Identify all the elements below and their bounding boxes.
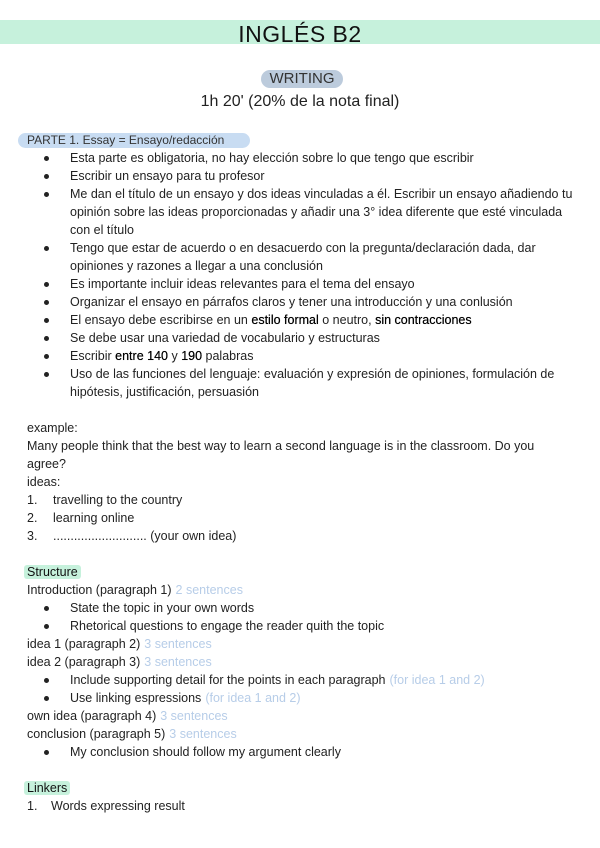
bullet-icon (44, 300, 49, 305)
bold-text: entre 140 (115, 349, 168, 363)
structure-intro: Introduction (paragraph 1) 2 sentences (27, 583, 243, 597)
bold-text: estilo formal (251, 313, 319, 327)
part1-label: PARTE 1. Essay = Ensayo/redacción (18, 133, 250, 148)
part1-bullet-list (70, 149, 575, 401)
structure-heading: Structure (24, 565, 81, 579)
list-item: Es importante incluir ideas relevantes para el tema del ensayo (70, 275, 575, 293)
structure-conclusion: conclusion (paragraph 5) 3 sentences (27, 727, 237, 741)
bullet-icon (44, 192, 49, 197)
bold-text: 190 (181, 349, 203, 363)
structure-own-idea: own idea (paragraph 4) 3 sentences (27, 709, 228, 723)
list-item: 1. Words expressing result (27, 799, 185, 813)
bullet-icon (44, 246, 49, 251)
list-item: 2. learning online (27, 511, 135, 525)
ideas-label: ideas: (27, 475, 61, 489)
list-item: Escribir un ensayo para tu profesor (70, 167, 575, 185)
sentence-note: (for idea 1 and 2) (389, 673, 485, 687)
sentence-note: 3 sentences (169, 727, 237, 741)
list-item: Organizar el ensayo en párrafos claros y tener una introducción y una conlusión (70, 293, 575, 311)
bullet-icon (44, 282, 49, 287)
list-item: El ensayo debe escribirse en un estilo formal o neutro, sin contracciones (70, 311, 575, 329)
structure-idea1: idea 1 (paragraph 2) 3 sentences (27, 637, 212, 651)
sentence-note: 3 sentences (144, 655, 212, 669)
section-label: WRITING (261, 70, 343, 88)
bold-text: sin contracciones (375, 313, 472, 327)
list-item: Me dan el título de un ensayo y dos ideas vinculadas a él. Escribir un ensayo añadiendo tu opinión sobre las ideas proporcionadas y añadir una 3° idea diferente que esté vinculada con el título (70, 185, 575, 239)
list-item: Include supporting detail for the points in each paragraph (for idea 1 and 2) (70, 671, 485, 689)
list-item: Escribir entre 140 y 190 palabras (70, 347, 575, 365)
title-banner (0, 20, 600, 47)
sentence-note: (for idea 1 and 2) (205, 691, 301, 705)
list-item: Se debe usar una variedad de vocabulario y estructuras (70, 329, 575, 347)
page-title: INGLÉS B2 (238, 21, 362, 47)
bullet-icon (44, 606, 49, 611)
linkers-heading: Linkers (24, 781, 70, 795)
duration-text: 1h 20' (20% de la nota final) (200, 93, 400, 110)
list-item: State the topic in your own words (70, 599, 254, 617)
list-item: Use linking espressions (for idea 1 and 2) (70, 689, 301, 707)
example-question: Many people think that the best way to learn a second language is in the classroom. Do you agree? (27, 439, 535, 471)
example-label: example: (27, 421, 78, 435)
bullet-icon (44, 156, 49, 161)
bullet-icon (44, 678, 49, 683)
list-item: Esta parte es obligatoria, no hay elección sobre lo que tengo que escribir (70, 149, 575, 167)
bullet-icon (44, 336, 49, 341)
list-item: Rhetorical questions to engage the reader quith the topic (70, 617, 384, 635)
bullet-icon (44, 624, 49, 629)
list-item: 3. ........................... (your own idea) (27, 529, 237, 543)
bullet-icon (44, 318, 49, 323)
sentence-note: 2 sentences (175, 583, 243, 597)
list-item: Tengo que estar de acuerdo o en desacuerdo con la pregunta/declaración dada, dar opiniones y razones a llegar a una conclusión (70, 239, 575, 275)
bullet-icon (44, 174, 49, 179)
bullet-icon (44, 372, 49, 377)
structure-idea2: idea 2 (paragraph 3) 3 sentences (27, 655, 212, 669)
sentence-note: 3 sentences (160, 709, 228, 723)
bullet-icon (44, 354, 49, 359)
bullet-icon (44, 696, 49, 701)
bullet-icon (44, 750, 49, 755)
list-item: Uso de las funciones del lenguaje: evaluación y expresión de opiniones, formulación de hipótesis, justificación, persuasión (70, 365, 575, 401)
sentence-note: 3 sentences (144, 637, 212, 651)
list-item: My conclusion should follow my argument clearly (70, 743, 341, 761)
list-item: 1. travelling to the country (27, 493, 183, 507)
